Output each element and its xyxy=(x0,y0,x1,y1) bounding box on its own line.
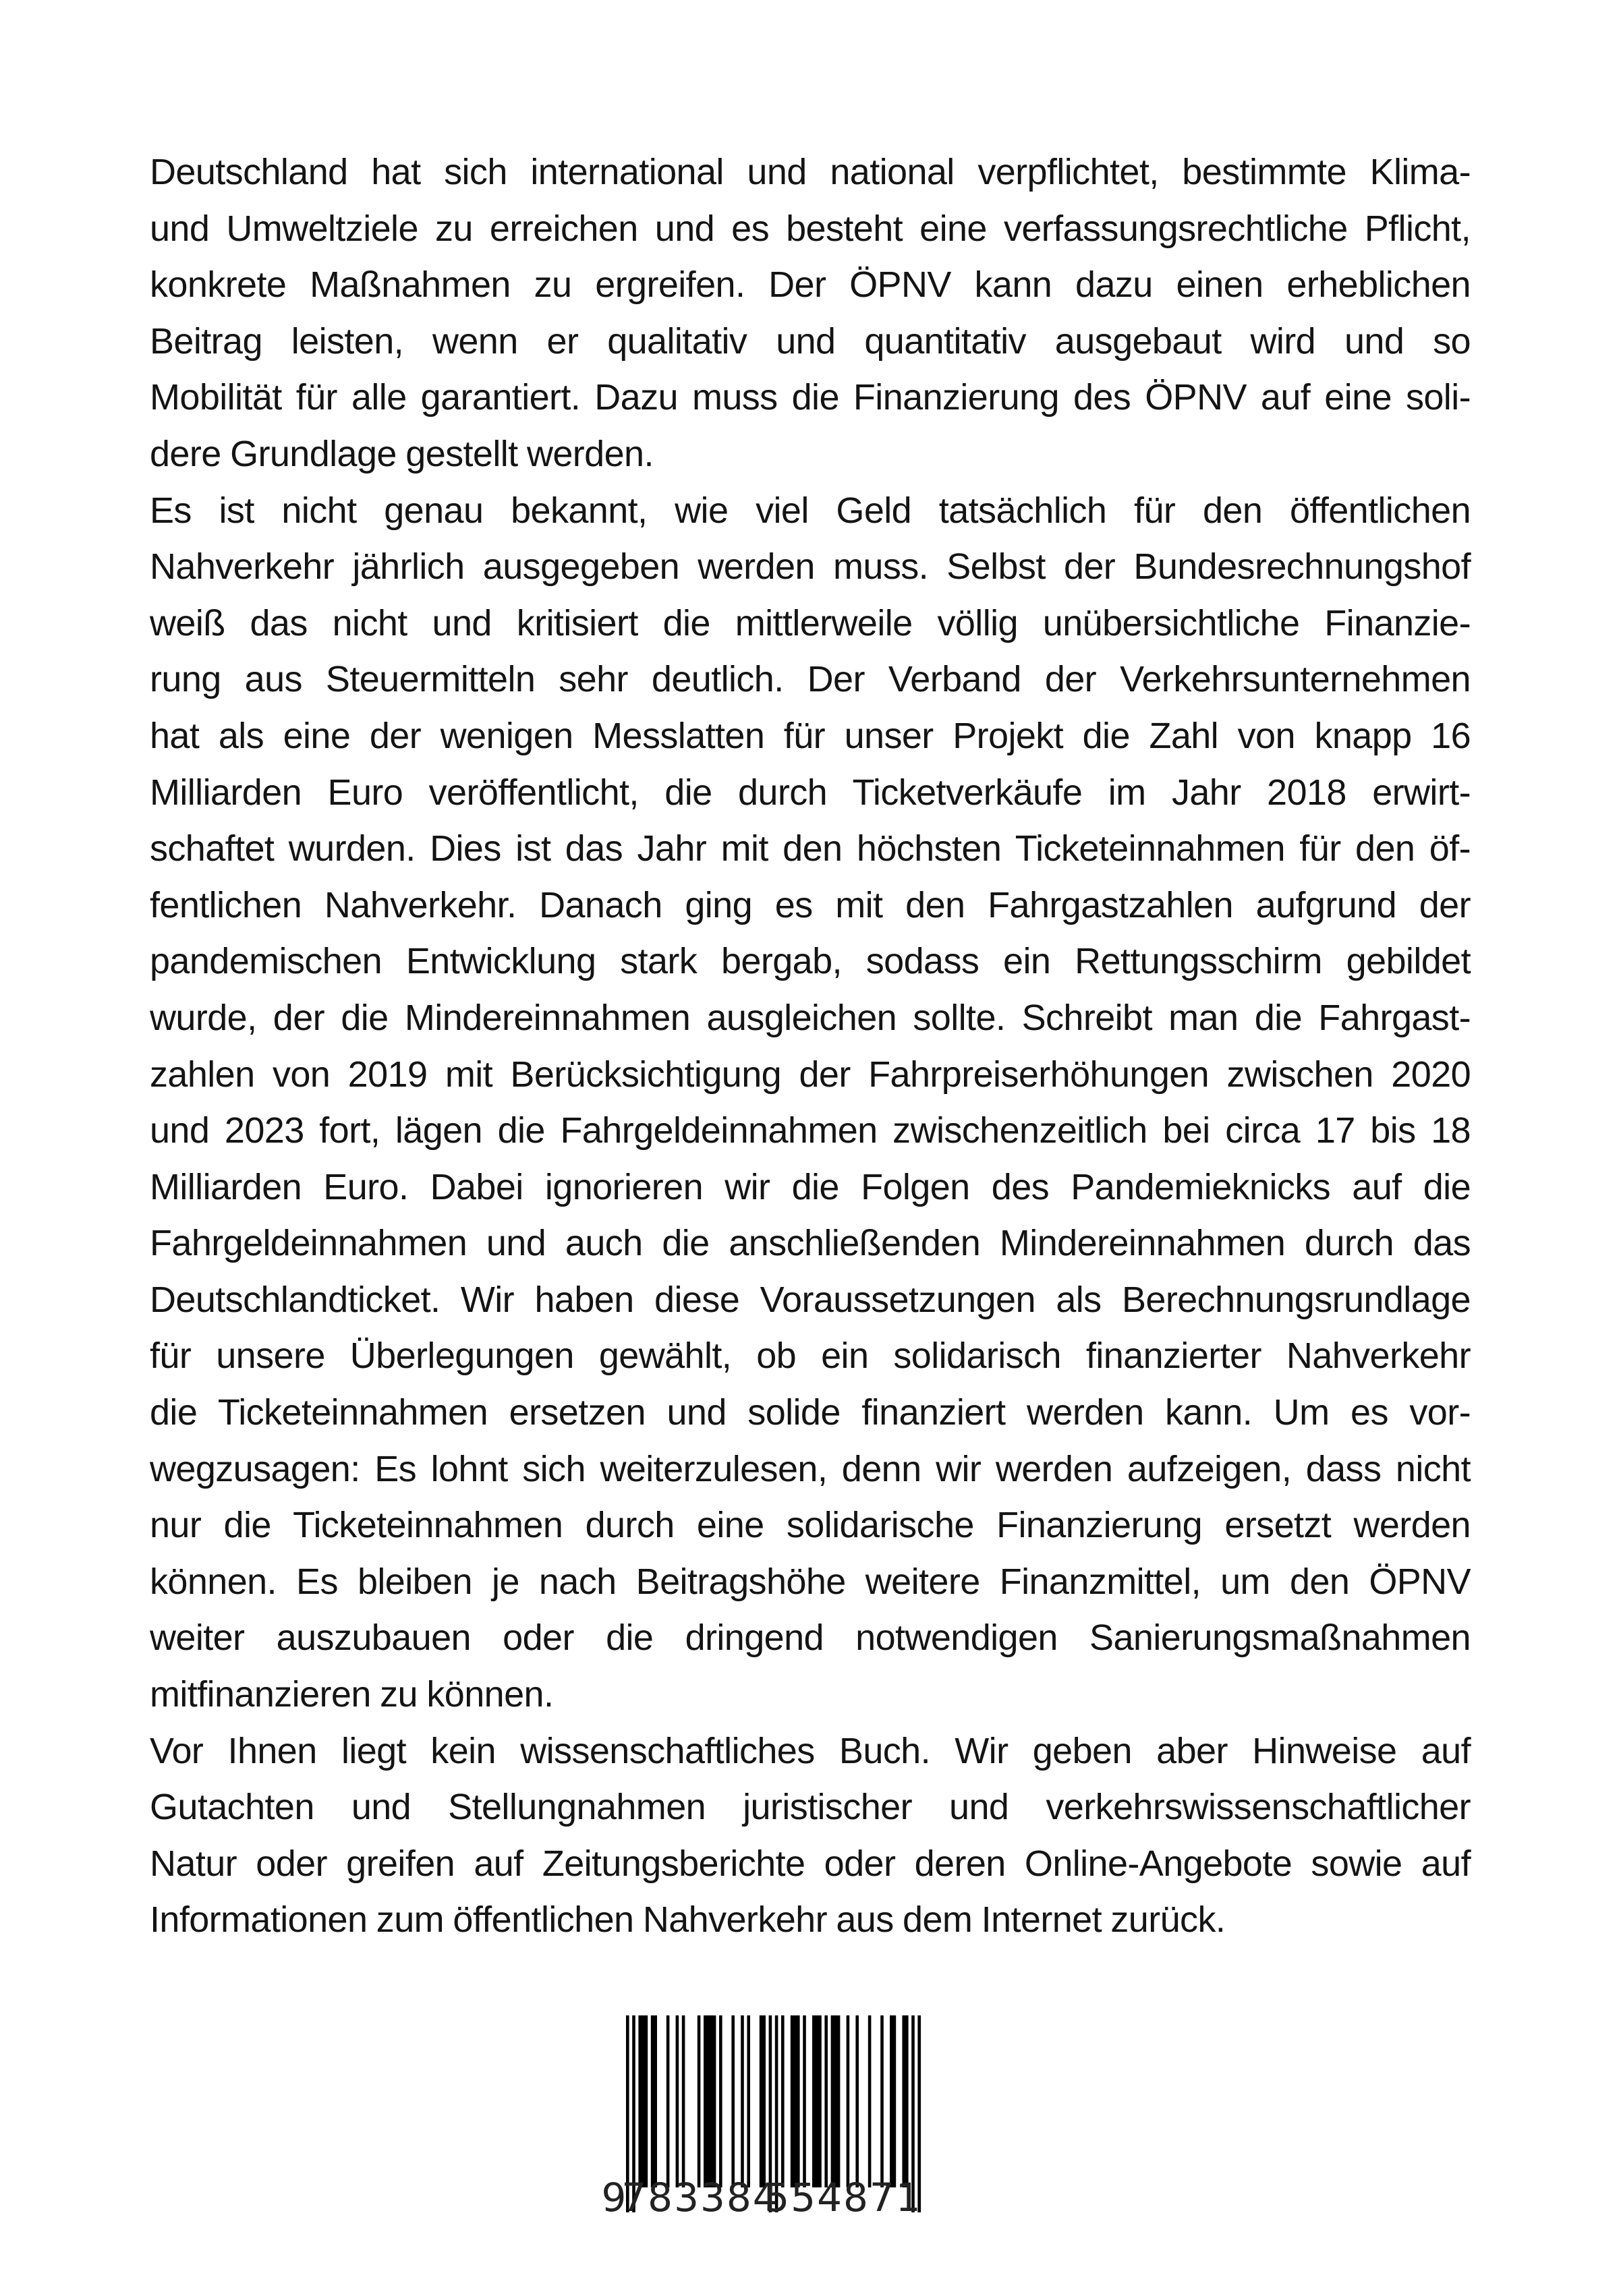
text-line: Deutschland hat sich international und national verpflichtet, bestimmte Klima- xyxy=(150,152,1471,192)
barcode-bar xyxy=(682,2015,685,2187)
text-line: und 2023 fort, lägen die Fahrgeldeinnahmen zwischenzeitlich bei circa 17 bis 18 xyxy=(150,1110,1471,1151)
barcode-bar xyxy=(880,2015,884,2187)
barcode-bar xyxy=(676,2015,679,2187)
barcode-bar xyxy=(824,2015,828,2187)
text-line: Beitrag leisten, wenn er qualitativ und quantitativ ausgebaut wird und so xyxy=(150,320,1471,362)
blurb-text xyxy=(150,144,1471,1949)
text-line: Mobilität für alle garantiert. Dazu muss die Finanzierung des ÖPNV auf eine soli- xyxy=(150,377,1471,418)
text-line: nur die Ticketeinnahmen durch eine solidarische Finanzierung ersetzt werden xyxy=(150,1505,1471,1546)
text-line: fentlichen Nahverkehr. Danach ging es mit den Fahrgastzahlen aufgrund der xyxy=(150,884,1471,925)
text-line: Informationen zum öffentlichen Nahverkehr aus dem Internet zurück. xyxy=(150,1899,1226,1941)
barcode-bar xyxy=(781,2015,785,2187)
text-line: schaftet wurden. Dies ist das Jahr mit den höchsten Ticketeinnahmen für den öf- xyxy=(150,828,1471,869)
text-line: und Umweltziele zu erreichen und es besteht eine verfassungsrechtliche Pflicht, xyxy=(150,208,1471,249)
barcode-bar xyxy=(638,2015,648,2187)
barcode-bar xyxy=(847,2015,850,2187)
paragraph xyxy=(150,144,1471,483)
barcode-left-digits: 783384 xyxy=(621,2175,779,2220)
text-line: können. Es bleiben je nach Beitragshöhe weitere Finanzmittel, um den ÖPNV xyxy=(150,1561,1471,1602)
text-line: Vor Ihnen liegt kein wissenschaftliches Buch. Wir geben aber Hinweise auf xyxy=(150,1730,1471,1771)
text-line: Fahrgeldeinnahmen und auch die anschließenden Mindereinnahmen durch das xyxy=(150,1223,1471,1264)
text-line: weiß das nicht und kritisiert die mittlerweile völlig unübersichtliche Finanzie- xyxy=(150,602,1471,643)
barcode-first-digit: 9 xyxy=(601,2175,627,2220)
text-line: wegzusagen: Es lohnt sich weiterzulesen, denn wir werden aufzeigen, dass nicht xyxy=(150,1448,1471,1489)
barcode-bar xyxy=(812,2015,822,2187)
isbn-barcode xyxy=(601,2015,955,2220)
text-line: dere Grundlage gestellt werden. xyxy=(150,433,654,474)
text-line: mitfinanzieren zu können. xyxy=(150,1674,554,1715)
barcode-bar xyxy=(719,2015,722,2187)
text-line: Nahverkehr jährlich ausgegeben werden muss. Selbst der Bundesrechnungshof xyxy=(150,546,1471,587)
barcode-bar xyxy=(855,2015,859,2187)
text-line: Milliarden Euro. Dabei ignorieren wir die Folgen des Pandemieknicks auf die xyxy=(150,1166,1471,1207)
paragraph xyxy=(150,1723,1471,1949)
barcode-bar xyxy=(741,2015,744,2187)
barcode-bar xyxy=(831,2015,841,2187)
text-line: Es ist nicht genau bekannt, wie viel Geld tatsächlich für den öffentlichen xyxy=(150,490,1471,531)
text-line: rung aus Steuermitteln sehr deutlich. Der Verband der Verkehrsunternehmen xyxy=(150,659,1471,700)
text-line: pandemischen Entwicklung stark bergab, sodass ein Rettungsschirm gebildet xyxy=(150,941,1471,982)
barcode-graphic xyxy=(601,2015,955,2220)
text-line: zahlen von 2019 mit Berücksichtigung der Fahrpreiserhöhungen zwischen 2020 xyxy=(150,1054,1471,1095)
paragraph xyxy=(150,483,1471,1723)
barcode-bar xyxy=(760,2015,766,2187)
barcode-bar xyxy=(791,2015,800,2187)
barcode-bar xyxy=(747,2015,750,2187)
text-line: Deutschlandticket. Wir haben diese Voraussetzungen als Berechnungsrundlage xyxy=(150,1279,1471,1320)
barcode-right-digits: 554871 xyxy=(764,2175,922,2220)
barcode-bar xyxy=(731,2015,735,2187)
barcode-bar xyxy=(666,2015,670,2187)
barcode-bar xyxy=(902,2015,908,2187)
barcode-bar xyxy=(890,2015,896,2187)
barcode-bar xyxy=(698,2015,701,2187)
text-line: die Ticketeinnahmen ersetzen und solide finanziert werden kann. Um es vor- xyxy=(150,1392,1471,1433)
barcode-bar xyxy=(803,2015,806,2187)
text-line: wurde, der die Mindereinnahmen ausgleichen sollte. Schreibt man die Fahrgast- xyxy=(150,997,1471,1038)
text-line: hat als eine der wenigen Messlatten für unser Projekt die Zahl von knapp 16 xyxy=(150,715,1471,756)
text-line: konkrete Maßnahmen zu ergreifen. Der ÖPNV kann dazu einen erheblichen xyxy=(150,264,1471,306)
barcode-bar xyxy=(704,2015,716,2187)
barcode-bar xyxy=(651,2015,657,2187)
text-line: weiter auszubauen oder die dringend notwendigen Sanierungsmaßnahmen xyxy=(150,1617,1471,1659)
text-line: für unsere Überlegungen gewählt, ob ein solidarisch finanzierter Nahverkehr xyxy=(150,1336,1471,1377)
text-line: Milliarden Euro veröffentlicht, die durch Ticketverkäufe im Jahr 2018 erwirt- xyxy=(150,772,1471,813)
barcode-bar xyxy=(868,2015,872,2187)
text-line: Natur oder greifen auf Zeitungsberichte oder deren Online-Angebote sowie auf xyxy=(150,1843,1471,1884)
text-line: Gutachten und Stellungnahmen juristischer und verkehrswissenschaftlicher xyxy=(150,1787,1471,1828)
